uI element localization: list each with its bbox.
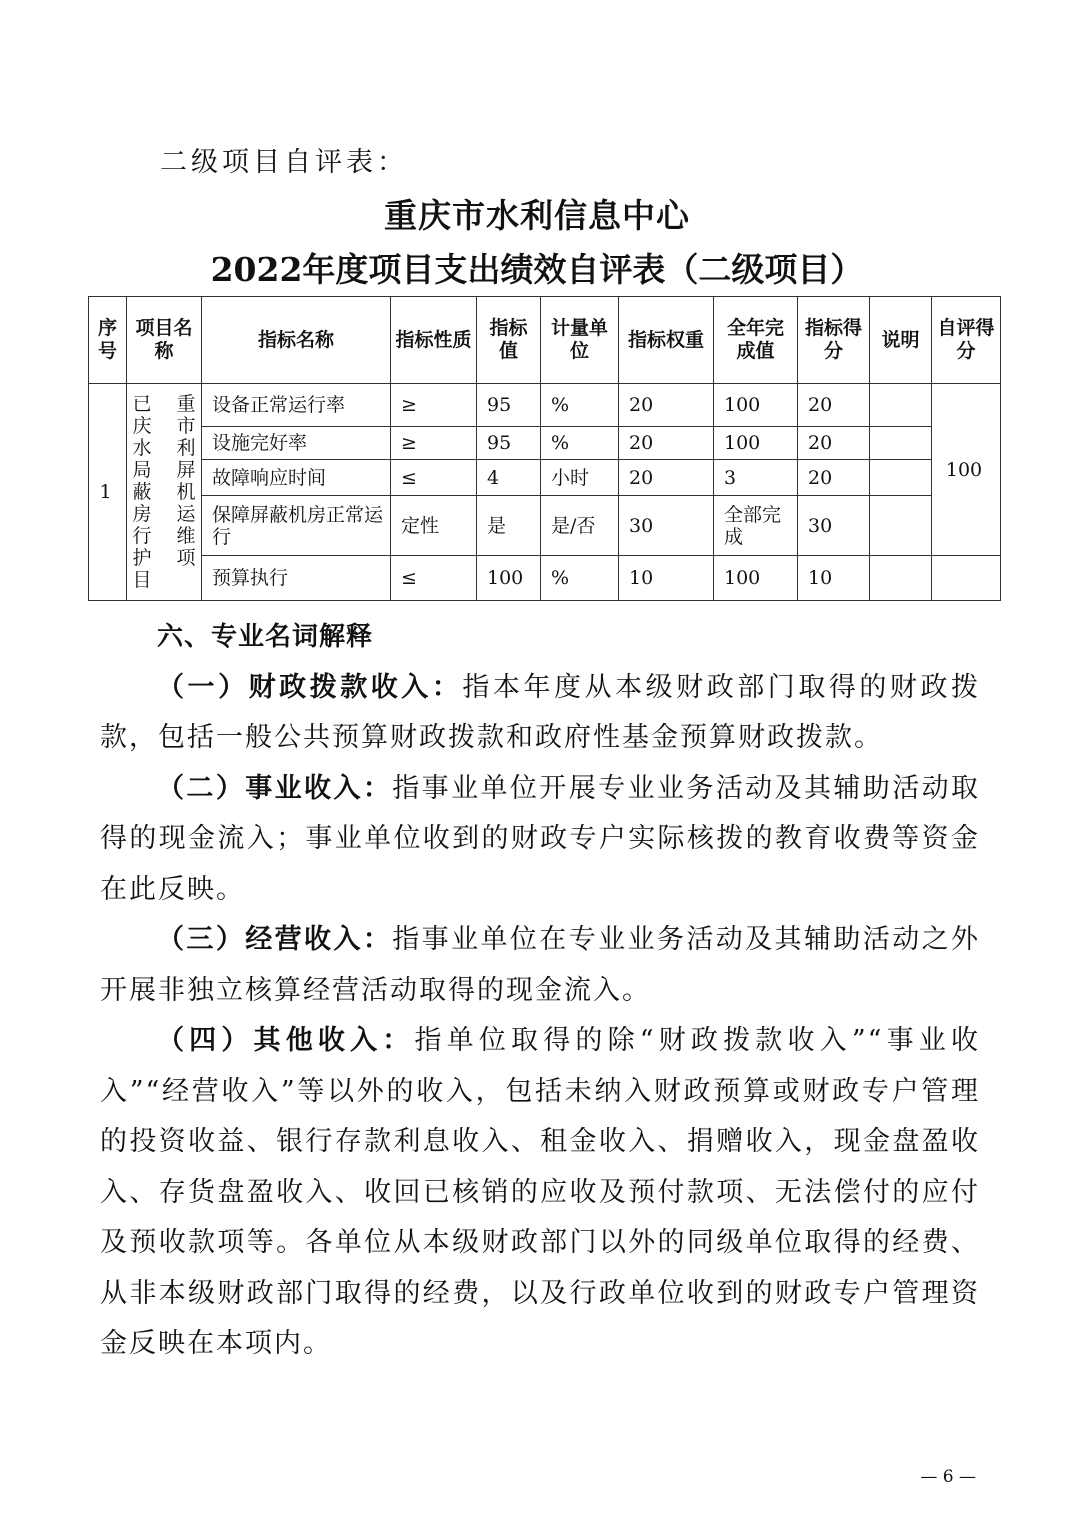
glossary-term: （四）其他收入： [157,1025,415,1056]
header-cell: 指标得分 [798,297,870,384]
table-row [89,460,1001,496]
indicator-completed: 100 [714,427,798,460]
intro-label: 二级项目自评表： [160,147,408,178]
header-cell: 指标值 [477,297,541,384]
indicator-completed: 100 [714,384,798,427]
indicator-unit: % [541,556,619,601]
indicator-name: 保障屏蔽机房正常运行 [202,496,391,556]
header-cell: 全年完成值 [714,297,798,384]
header-cell: 自评得分 [932,297,1001,384]
glossary-paragraph [100,915,980,1016]
indicator-note [870,496,932,556]
indicator-nature: ≤ [391,556,477,601]
indicator-score: 30 [798,496,870,556]
indicator-weight: 10 [619,556,714,601]
indicator-score: 10 [798,556,870,601]
indicator-note [870,384,932,427]
glossary-term: （三）经营收入： [157,924,393,955]
glossary-text: 指事业单位开展专业业务活动及其辅助活动取得的现金流入；事业单位收到的财政专户实际核拨的教育收费等资金在此反映。 [100,772,981,905]
table-row [89,556,1001,601]
header-cell: 项目名称 [127,297,202,384]
glossary-paragraph [100,764,980,916]
glossary-paragraph [100,663,980,764]
header-cell: 计量单位 [541,297,619,384]
page-number: — 6 — [920,1467,976,1487]
document-title: 重庆市水利信息中心 [384,196,690,235]
table-row [89,384,1001,427]
indicator-weight: 20 [619,384,714,427]
indicator-value: 100 [477,556,541,601]
indicator-completed: 3 [714,460,798,496]
indicator-name: 故障响应时间 [202,460,391,496]
indicator-value: 4 [477,460,541,496]
indicator-value: 95 [477,427,541,460]
header-cell: 指标权重 [619,297,714,384]
indicator-completed: 全部完成 [714,496,798,556]
self-score-empty-cell [932,556,1001,601]
project-name-cell [127,384,202,601]
header-cell: 序号 [89,297,127,384]
indicator-score: 20 [798,384,870,427]
glossary-text: 指本年度从本级财政部门取得的财政拨款，包括一般公共预算财政拨款和政府性基金预算财政拨款。 [100,671,981,753]
indicator-score: 20 [798,427,870,460]
indicator-name: 设施完好率 [202,427,391,460]
indicator-unit: 小时 [541,460,619,496]
project-name-right: 重市利屏机运维项 [176,393,196,569]
indicator-nature: ≥ [391,427,477,460]
seq-cell: 1 [89,384,127,601]
self-score-cell: 100 [932,384,1001,556]
table-row [89,427,1001,460]
indicator-value: 95 [477,384,541,427]
table-header-row [89,297,1001,384]
indicator-value: 是 [477,496,541,556]
indicator-score: 20 [798,460,870,496]
indicator-note [870,556,932,601]
glossary-paragraph [100,1016,980,1370]
table-row [89,496,1001,556]
indicator-nature: ≤ [391,460,477,496]
indicator-weight: 20 [619,427,714,460]
glossary-term: （二）事业收入： [157,772,393,804]
indicator-name: 预算执行 [202,556,391,601]
indicator-unit: % [541,427,619,460]
header-cell: 指标性质 [391,297,477,384]
glossary-text: 指事业单位在专业业务活动及其辅助活动之外开展非独立核算经营活动取得的现金流入。 [100,924,981,1006]
indicator-nature: 定性 [391,496,477,556]
indicator-note [870,427,932,460]
header-cell: 说明 [870,297,932,384]
project-name-left: 已庆水局蔽房行护目 [132,393,152,591]
indicator-unit: 是/否 [541,496,619,556]
glossary-text: 指单位取得的除“财政拨款收入”“事业收入”“经营收入”等以外的收入，包括未纳入财政预算或财政专户管理的投资收益、银行存款利息收入、租金收入、捐赠收入，现金盘盈收入、存货盘盈收入、收回已核销的应收及预付款项、无法偿付的应付及预收款项等。各单位从本级财政部门以外的同级单位取得的经费、从非本级财政部门取得的经费，以及行政单位收到的财政专户管理资金反映在本项内。 [100,1025,980,1359]
indicator-unit: % [541,384,619,427]
glossary-section [100,612,980,1370]
indicator-completed: 100 [714,556,798,601]
indicator-weight: 20 [619,460,714,496]
header-cell: 指标名称 [202,297,391,384]
section-heading: 六、专业名词解释 [157,622,374,652]
indicator-nature: ≥ [391,384,477,427]
indicator-weight: 30 [619,496,714,556]
evaluation-table [88,296,1001,601]
indicator-name: 设备正常运行率 [202,384,391,427]
document-subtitle: 2022年度项目支出绩效自评表（二级项目） [210,250,864,289]
indicator-note [870,460,932,496]
glossary-term: （一）财政拨款收入： [157,671,463,703]
